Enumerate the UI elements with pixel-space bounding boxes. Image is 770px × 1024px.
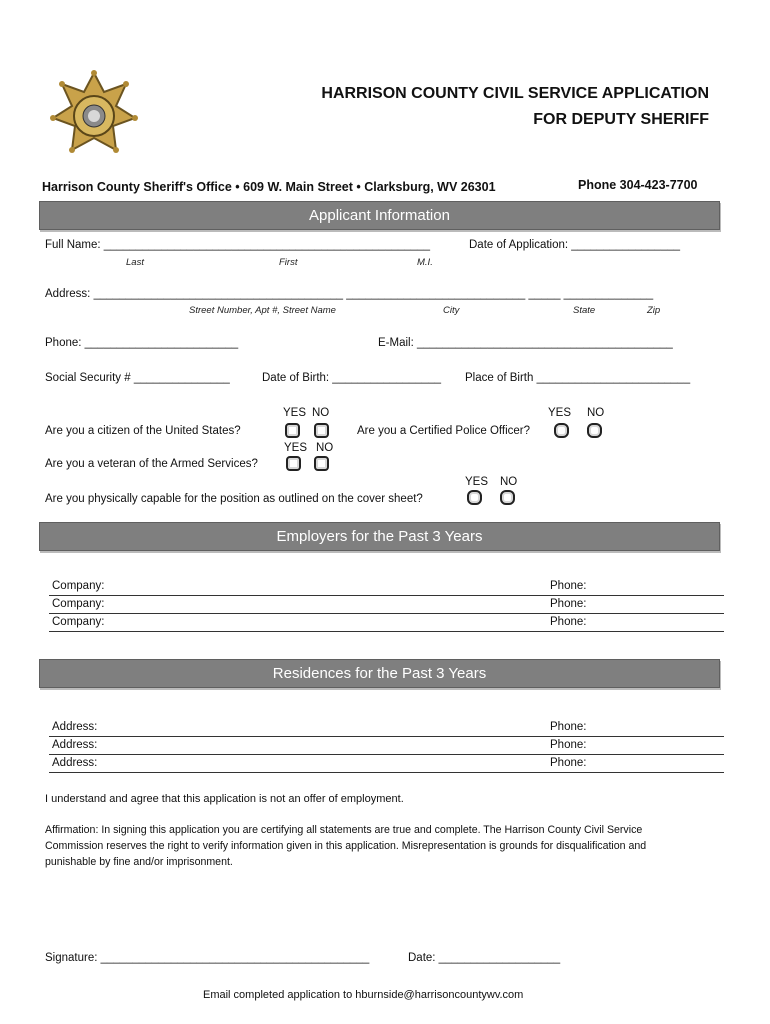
address-sub-city: City [443, 305, 460, 316]
sheriff-star-badge-icon [50, 70, 138, 156]
employer-phone-label-3: Phone: [550, 616, 587, 628]
residence-row-line-3[interactable] [49, 772, 724, 773]
police-question: Are you a Certified Police Officer? [357, 425, 531, 437]
employer-company-label-2: Company: [52, 598, 105, 610]
citizen-question: Are you a citizen of the United States? [45, 425, 241, 437]
name-sub-last: Last [126, 257, 144, 268]
citizen-no-label: NO [312, 407, 330, 419]
date-of-application-field[interactable]: Date of Application: _________________ [469, 239, 681, 251]
veteran-question: Are you a veteran of the Armed Services? [45, 458, 258, 470]
section-employers: Employers for the Past 3 Years [39, 522, 720, 551]
section-applicant-information: Applicant Information [39, 201, 720, 230]
affirmation-line-1: Affirmation: In signing this application you are certifying all statements are true and complete. The Harrison County Civil Service [45, 824, 643, 836]
employer-company-label-3: Company: [52, 616, 105, 628]
office-address: Harrison County Sheriff's Office • 609 W. Main Street • Clarksburg, WV 26301 [42, 180, 496, 194]
phone-field[interactable]: Phone: ________________________ [45, 337, 239, 349]
physical-yes-radio[interactable] [467, 490, 482, 505]
not-offer-statement: I understand and agree that this application is not an offer of employment. [45, 793, 404, 805]
physical-no-radio[interactable] [500, 490, 515, 505]
police-no-radio[interactable] [587, 423, 602, 438]
employer-phone-label-2: Phone: [550, 598, 587, 610]
residence-address-label-2: Address: [52, 739, 98, 751]
address-sub-zip: Zip [647, 305, 661, 316]
police-yes-radio[interactable] [554, 423, 569, 438]
employer-row-line-2[interactable] [49, 613, 724, 614]
address-sub-street: Street Number, Apt #, Street Name [189, 305, 336, 316]
veteran-yes-radio[interactable] [286, 456, 301, 471]
address-field[interactable]: Address: _______________________________________ ____________________________ _____ ______________ [45, 288, 654, 300]
signature-field[interactable]: Signature: __________________________________________ [45, 952, 370, 964]
residence-phone-label-1: Phone: [550, 721, 587, 733]
physical-question: Are you physically capable for the position as outlined on the cover sheet? [45, 493, 423, 505]
office-phone: Phone 304-423-7700 [578, 178, 698, 192]
employer-company-label-1: Company: [52, 580, 105, 592]
physical-yes-label: YES [465, 476, 489, 488]
residence-phone-label-3: Phone: [550, 757, 587, 769]
physical-no-label: NO [500, 476, 518, 488]
email-instruction: Email completed application to hburnside@harrisoncountywv.com [203, 989, 524, 1001]
affirmation-line-2: Commission reserves the right to verify information given in this application. Misrepresentation is grounds for disqualification and [45, 840, 647, 852]
employer-row-line-3[interactable] [49, 631, 724, 632]
residence-row-line-2[interactable] [49, 754, 724, 755]
form-title-line-1: HARRISON COUNTY CIVIL SERVICE APPLICATION [321, 85, 709, 102]
residence-address-label-1: Address: [52, 721, 98, 733]
signature-date-field[interactable]: Date: ___________________ [408, 952, 561, 964]
residence-phone-label-2: Phone: [550, 739, 587, 751]
citizen-no-radio[interactable] [314, 423, 329, 438]
ssn-field[interactable]: Social Security # _______________ [45, 372, 230, 384]
citizen-yes-radio[interactable] [285, 423, 300, 438]
name-sub-first: First [279, 257, 298, 268]
police-no-label: NO [587, 407, 605, 419]
full-name-field[interactable]: Full Name: ___________________________________________________ [45, 239, 430, 251]
email-field[interactable]: E-Mail: ________________________________________ [378, 337, 673, 349]
veteran-yes-label: YES [284, 442, 308, 454]
employer-row-line-1[interactable] [49, 595, 724, 596]
place-of-birth-field[interactable]: Place of Birth ________________________ [465, 372, 691, 384]
name-sub-mi: M.I. [417, 257, 433, 268]
dob-field[interactable]: Date of Birth: _________________ [262, 372, 442, 384]
address-sub-state: State [573, 305, 596, 316]
form-title-line-2: FOR DEPUTY SHERIFF [533, 111, 709, 128]
affirmation-line-3: punishable by fine and/or imprisonment. [45, 856, 233, 868]
section-residences: Residences for the Past 3 Years [39, 659, 720, 688]
veteran-no-label: NO [316, 442, 334, 454]
police-yes-label: YES [548, 407, 572, 419]
residence-row-line-1[interactable] [49, 736, 724, 737]
veteran-no-radio[interactable] [314, 456, 329, 471]
employer-phone-label-1: Phone: [550, 580, 587, 592]
citizen-yes-label: YES [283, 407, 307, 419]
residence-address-label-3: Address: [52, 757, 98, 769]
